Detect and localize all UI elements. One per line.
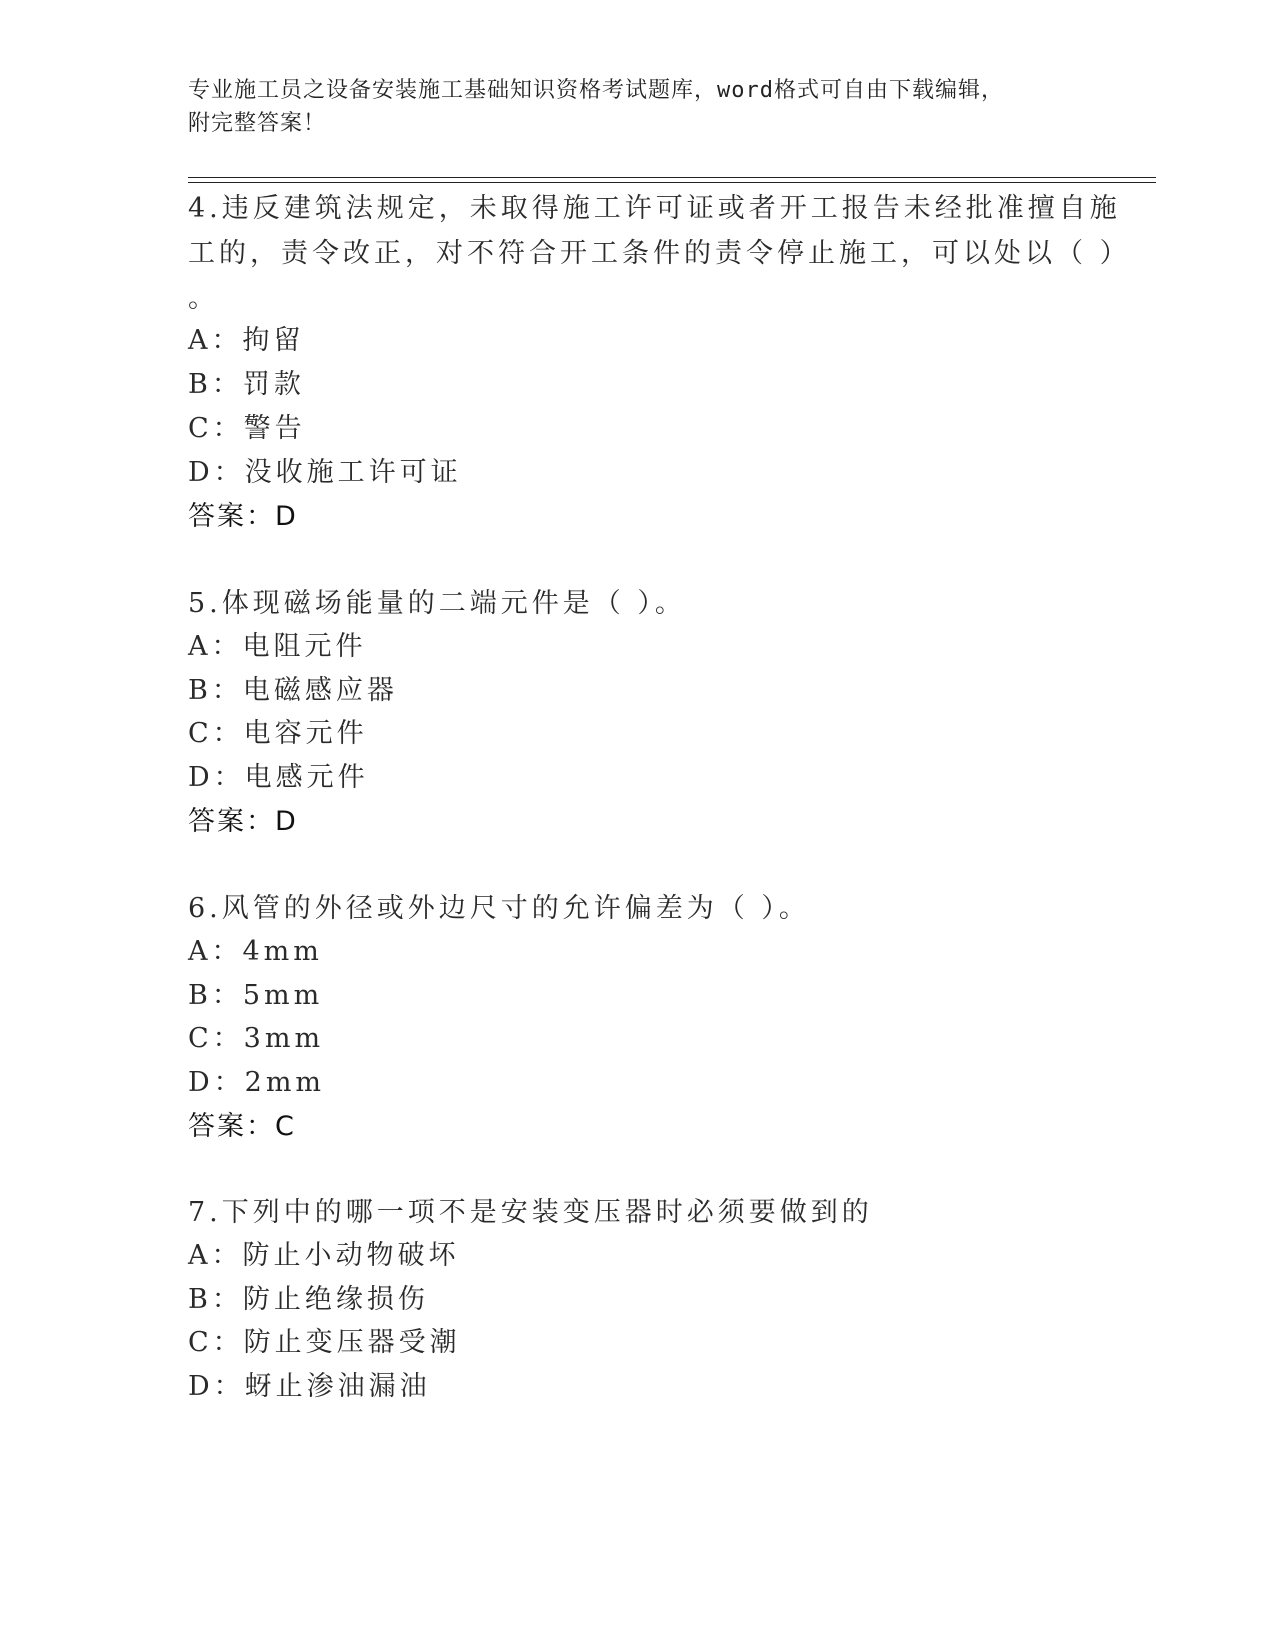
option-c: C：3mm [188,1023,325,1054]
option-c: C：防止变压器受潮 [188,1327,461,1358]
option-a: A：电阻元件 [188,631,367,662]
question-stem: 7.下列中的哪一项不是安装变压器时必须要做到的 [188,1197,873,1228]
option-b: B：防止绝缘损伤 [188,1284,429,1315]
question-stem: 5.体现磁场能量的二端元件是（ ）。 [188,588,686,619]
question-stem: 工的，责令改正，对不符合开工条件的责令停止施工，可以处以（ ） [188,238,1131,269]
answer-label: 答案：D [188,501,298,532]
header-divider-bottom [188,182,1156,183]
option-b: B：罚款 [188,369,305,400]
option-c: C：电容元件 [188,718,368,749]
option-a: A：拘留 [188,325,305,356]
option-d: D：蚜止渗油漏油 [188,1371,431,1402]
question-stem: 6.风管的外径或外边尺寸的允许偏差为（ ）。 [188,893,810,924]
document-header [188,74,1088,140]
answer-label: 答案：D [188,806,298,837]
option-d: D：电感元件 [188,762,369,793]
option-b: B：电磁感应器 [188,675,398,706]
option-a: A：4mm [188,936,323,967]
option-d: D：2mm [188,1067,326,1098]
option-c: C：警告 [188,413,306,444]
question-stem: 4.违反建筑法规定，未取得施工许可证或者开工报告未经批准擅自施 [188,193,1121,224]
option-b: B：5mm [188,980,324,1011]
option-d: D：没收施工许可证 [188,457,462,488]
option-a: A：防止小动物破坏 [188,1240,460,1271]
answer-label: 答案：C [188,1111,296,1142]
header-line-2: 附完整答案！ [188,111,327,136]
question-stem: 。 [188,283,219,314]
header-divider-top [188,177,1156,178]
header-line-1: 专业施工员之设备安装施工基础知识资格考试题库，word格式可自由下载编辑， [188,78,1004,103]
